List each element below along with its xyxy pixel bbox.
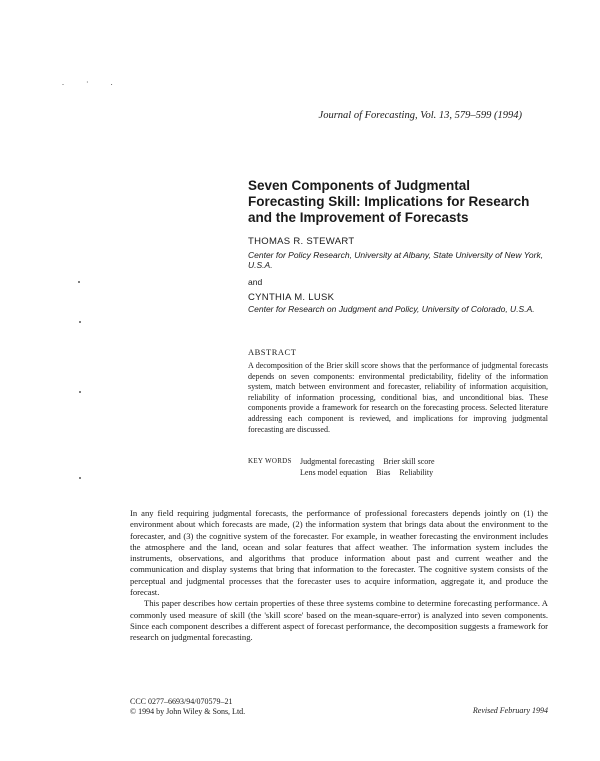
body-paragraph: This paper describes how certain properties of these three systems combine to determine forecasting performance. A commonly used measure of skill (the 'skill score' based on the mean-square-error) is analyzed into seven components. Since each component describes a different aspect of forecast performance, the decomposition suggests a framework for research on judgmental forecasting. <box>130 598 548 643</box>
keyword: Judgmental forecasting <box>300 457 375 466</box>
body-paragraph: In any field requiring judgmental forecasts, the performance of professional forecasters depends jointly on (1) the environment about which forecasts are made, (2) the information system that brings data about the environment to the forecaster, and (3) the cognitive system of the forecaster. For example, in weather forecasting the environment includes the atmosphere and the land, ocean and solar features that affect weather. The information system includes the instruments, observations, and algorithms that produce information about past and current weather and the communication and display systems that bring that information to the forecaster. The cognitive system consists of the perceptual and judgmental processes that the forecaster uses to acquire information, aggregate it, and produce the forecast. <box>130 508 548 598</box>
margin-speck <box>79 391 81 393</box>
keyword: Lens model equation <box>300 468 368 477</box>
keyword: Bias <box>376 468 391 477</box>
keyword: Brier skill score <box>383 457 435 466</box>
author-name-1: THOMAS R. STEWART <box>248 236 355 247</box>
author-affiliation-2: Center for Research on Judgment and Policy, University of Colorado, U.S.A. <box>248 304 535 314</box>
ccc-code: CCC 0277–6693/94/070579–21 <box>130 697 233 706</box>
revised-date: Revised February 1994 <box>472 706 548 715</box>
footer-copyright-block <box>130 697 245 717</box>
keywords-label: KEY WORDS <box>248 457 292 465</box>
abstract-text: A decomposition of the Brier skill score shows that the performance of judgmental forecasts depends on seven components: environmental predictability, fidelity of the information system, match between environment and forecaster, reliability of information acquisition, reliability of information processing, conditional bias, and unconditional bias. These components provide a framework for research on the forecasting process. Selected literature addressing each component is reviewed, and implications for improving judgmental forecasting are discussed. <box>248 361 548 434</box>
body-text <box>130 508 548 644</box>
author-name-2: CYNTHIA M. LUSK <box>248 292 335 303</box>
margin-speck <box>78 281 80 283</box>
and-connector: and <box>248 277 263 287</box>
keywords-list <box>300 456 500 478</box>
margin-speck <box>79 477 81 479</box>
journal-citation: Journal of Forecasting, Vol. 13, 579–599 (1994) <box>318 110 522 121</box>
author-affiliation-1: Center for Policy Research, University at Albany, State University of New York, U.S.A. <box>248 250 544 270</box>
margin-speck <box>79 321 81 323</box>
scan-specks: . · . <box>62 78 123 87</box>
paper-title: Seven Components of Judgmental Forecasting Skill: Implications for Research and the Improvement of Forecasts <box>248 178 530 225</box>
keyword: Reliability <box>399 468 434 477</box>
copyright-line: © 1994 by John Wiley & Sons, Ltd. <box>130 707 246 716</box>
abstract-heading: ABSTRACT <box>248 347 297 357</box>
